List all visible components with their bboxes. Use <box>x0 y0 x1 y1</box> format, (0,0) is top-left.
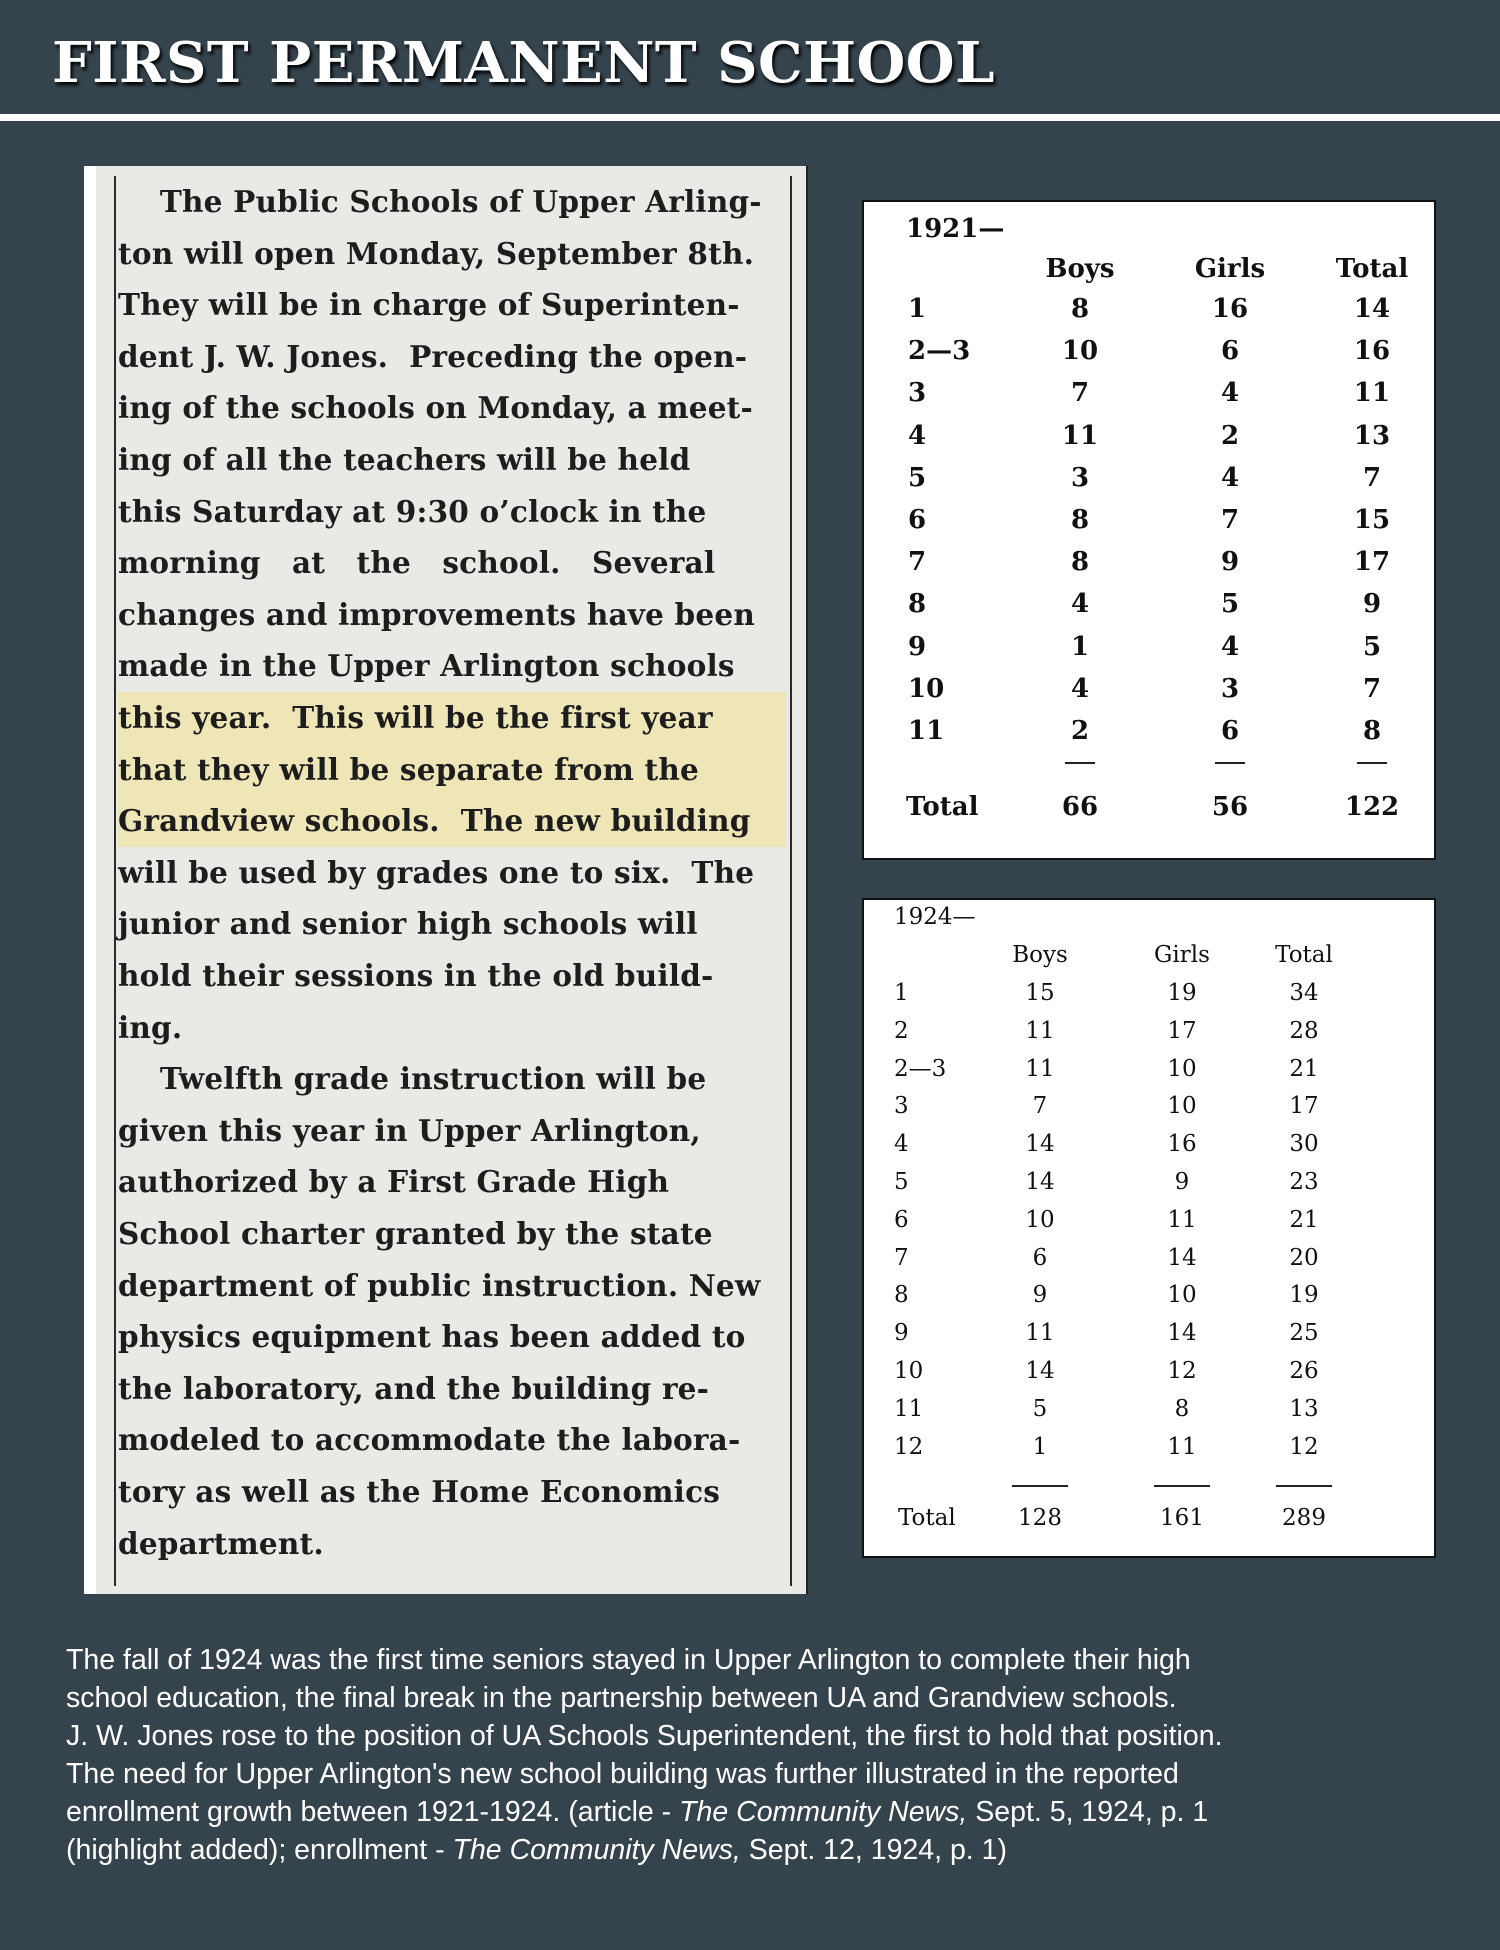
count-cell: 1 <box>1032 1433 1048 1460</box>
count-cell: 21 <box>1289 1055 1319 1082</box>
count-cell: 11 <box>1025 1320 1055 1347</box>
sum-rule <box>1276 1485 1332 1487</box>
grade-cell: 7 <box>894 1244 909 1271</box>
total-cell: 128 <box>1018 1505 1062 1532</box>
caption-line <box>66 1793 1446 1831</box>
total-cell: 56 <box>1211 792 1249 823</box>
count-cell: 17 <box>1289 1093 1319 1120</box>
column-header: Boys <box>1045 254 1115 284</box>
article-line: junior and senior high schools will <box>118 906 698 942</box>
count-cell: 12 <box>1167 1358 1197 1384</box>
grade-cell: 10 <box>908 673 945 704</box>
count-cell: 15 <box>1025 980 1055 1006</box>
count-cell: 21 <box>1289 1206 1319 1233</box>
count-cell: 4 <box>1070 673 1090 704</box>
count-cell: 6 <box>1220 716 1240 746</box>
article-line: morning at the school. Several <box>118 545 716 581</box>
column-rule-right <box>790 176 792 1586</box>
count-cell: 10 <box>1167 1282 1197 1309</box>
caption-line: J. W. Jones rose to the position of UA Schools Superintendent, the first to hold that position. <box>66 1720 1223 1752</box>
count-cell: 4 <box>1220 462 1240 493</box>
count-cell: 10 <box>1025 1206 1055 1233</box>
column-header: Total <box>1335 254 1409 284</box>
caption-line: The fall of 1924 was the first time seniors stayed in Upper Arlington to complete their high <box>66 1644 1191 1676</box>
year-label: 1924— <box>894 904 976 930</box>
count-cell: 11 <box>1353 378 1391 409</box>
grade-cell: 2—3 <box>908 336 971 367</box>
count-cell: 4 <box>1070 589 1090 620</box>
count-cell: 23 <box>1289 1169 1319 1195</box>
grade-cell: 8 <box>894 1282 909 1309</box>
count-cell: 6 <box>1220 336 1240 367</box>
column-header: Girls <box>1154 942 1210 968</box>
title-divider <box>0 114 1500 121</box>
count-cell: 15 <box>1353 505 1391 535</box>
article-line: department of public instruction. New <box>118 1267 761 1303</box>
sum-rule <box>1357 762 1387 764</box>
article-line: ton will open Monday, September 8th. <box>118 235 755 271</box>
count-cell: 7 <box>1032 1093 1048 1120</box>
grade-cell: 3 <box>908 378 927 409</box>
article-line: ing. <box>118 1009 183 1045</box>
count-cell: 7 <box>1362 673 1382 704</box>
article-line: They will be in charge of Superinten- <box>118 287 740 323</box>
page-title: FIRST PERMANENT SCHOOL <box>52 30 995 96</box>
grade-cell: 1 <box>894 980 909 1006</box>
grade-cell: 12 <box>894 1433 924 1460</box>
column-header: Total <box>1275 942 1333 968</box>
grade-cell: 11 <box>908 716 945 746</box>
grade-cell: 8 <box>908 589 927 620</box>
caption-line: The need for Upper Arlington's new school building was further illustrated in the reported <box>66 1758 1179 1790</box>
grade-cell: 6 <box>908 505 927 535</box>
source-title: The Community News, <box>679 1796 968 1828</box>
grade-cell: 9 <box>894 1320 909 1347</box>
article-line: changes and improvements have been <box>118 596 755 632</box>
grade-cell: 6 <box>894 1206 909 1233</box>
grade-cell: 5 <box>894 1169 909 1195</box>
count-cell: 16 <box>1167 1131 1197 1158</box>
caption-text: (highlight added); enrollment - <box>66 1834 453 1866</box>
count-cell: 26 <box>1289 1358 1319 1384</box>
count-cell: 3 <box>1220 673 1240 704</box>
count-cell: 1 <box>1070 631 1090 662</box>
count-cell: 17 <box>1353 547 1391 578</box>
total-cell: 289 <box>1282 1505 1326 1532</box>
article-line: tory as well as the Home Economics <box>118 1474 721 1509</box>
newspaper-clipping <box>84 166 808 1594</box>
count-cell: 10 <box>1061 336 1099 367</box>
column-header: Boys <box>1012 942 1068 968</box>
count-cell: 9 <box>1220 547 1240 578</box>
column-header: Girls <box>1194 254 1266 284</box>
article-line: The Public Schools of Upper Arling- <box>118 184 762 219</box>
grade-cell: 9 <box>908 631 927 662</box>
count-cell: 6 <box>1032 1244 1048 1271</box>
count-cell: 16 <box>1211 294 1249 324</box>
count-cell: 28 <box>1289 1017 1319 1044</box>
article-line: that they will be separate from the <box>118 744 786 796</box>
article-line: made in the Upper Arlington schools <box>118 648 735 684</box>
count-cell: 5 <box>1220 589 1240 620</box>
count-cell: 17 <box>1167 1017 1197 1044</box>
column-rule-left <box>114 176 116 1586</box>
count-cell: 11 <box>1167 1433 1197 1460</box>
count-cell: 8 <box>1174 1395 1190 1422</box>
article-line: hold their sessions in the old build- <box>118 958 714 993</box>
grade-cell: 1 <box>908 294 927 324</box>
count-cell: 19 <box>1289 1282 1319 1309</box>
count-cell: 11 <box>1025 1055 1055 1082</box>
count-cell: 19 <box>1167 980 1197 1006</box>
count-cell: 11 <box>1025 1017 1055 1044</box>
article-line: authorized by a First Grade High <box>118 1164 670 1200</box>
grade-cell: 5 <box>908 462 927 493</box>
article-line: ing of the schools on Monday, a meet- <box>118 390 753 426</box>
grade-cell: 4 <box>908 420 927 451</box>
count-cell: 9 <box>1032 1282 1048 1309</box>
count-cell: 34 <box>1289 980 1319 1006</box>
year-label: 1921— <box>906 214 1005 244</box>
article-line: modeled to accommodate the labora- <box>118 1422 741 1458</box>
total-cell: 122 <box>1344 792 1400 823</box>
sum-rule <box>1012 1485 1068 1487</box>
count-cell: 7 <box>1220 505 1240 535</box>
grade-cell: 11 <box>894 1395 924 1422</box>
caption-text: enrollment growth between 1921-1924. (article - <box>66 1796 680 1828</box>
article-line: department. <box>118 1525 324 1561</box>
count-cell: 13 <box>1289 1395 1319 1422</box>
count-cell: 30 <box>1289 1131 1319 1158</box>
caption-text: Sept. 12, 1924, p. 1) <box>740 1834 1007 1866</box>
count-cell: 14 <box>1167 1320 1197 1347</box>
article-line: ing of all the teachers will be held <box>118 442 691 477</box>
caption-text: Sept. 5, 1924, p. 1 <box>967 1796 1209 1828</box>
sum-rule <box>1065 762 1095 764</box>
article-line: School charter granted by the state <box>118 1216 713 1251</box>
count-cell: 14 <box>1025 1358 1055 1384</box>
article-line: dent J. W. Jones. Preceding the open- <box>118 338 748 374</box>
count-cell: 14 <box>1353 294 1391 324</box>
count-cell: 10 <box>1167 1093 1197 1120</box>
article-line: will be used by grades one to six. The <box>118 854 755 890</box>
enrollment-table-1921 <box>862 200 1436 860</box>
total-cell: 161 <box>1160 1505 1204 1532</box>
grade-cell: 3 <box>894 1093 909 1120</box>
count-cell: 2 <box>1220 420 1240 451</box>
grade-cell: 10 <box>894 1358 924 1384</box>
count-cell: 14 <box>1025 1131 1055 1158</box>
count-cell: 3 <box>1070 462 1090 493</box>
enrollment-table-1924 <box>862 898 1436 1558</box>
caption-line: school education, the final break in the partnership between UA and Grandview schools. <box>66 1682 1177 1714</box>
article-line: this year. This will be the first year <box>118 692 786 744</box>
grade-cell: 2 <box>894 1017 909 1044</box>
caption <box>66 1641 1446 1869</box>
total-cell: 66 <box>1061 792 1099 823</box>
source-title: The Community News, <box>452 1834 741 1866</box>
count-cell: 4 <box>1220 378 1240 409</box>
caption-line <box>66 1831 1446 1869</box>
sum-rule <box>1215 762 1245 764</box>
count-cell: 9 <box>1362 589 1382 620</box>
count-cell: 10 <box>1167 1055 1197 1082</box>
article-line: given this year in Upper Arlington, <box>118 1112 701 1148</box>
count-cell: 2 <box>1070 716 1090 746</box>
count-cell: 25 <box>1289 1320 1319 1347</box>
count-cell: 8 <box>1070 294 1090 324</box>
count-cell: 20 <box>1289 1244 1319 1271</box>
grade-cell: 4 <box>894 1131 909 1158</box>
count-cell: 8 <box>1070 547 1090 578</box>
article-line: the laboratory, and the building re- <box>118 1370 710 1406</box>
count-cell: 9 <box>1174 1169 1190 1195</box>
count-cell: 16 <box>1353 336 1391 367</box>
count-cell: 8 <box>1362 716 1382 746</box>
total-label: Total <box>906 792 979 823</box>
count-cell: 13 <box>1353 420 1391 451</box>
total-label: Total <box>898 1505 956 1532</box>
article-line: Grandview schools. The new building <box>118 795 786 847</box>
count-cell: 5 <box>1362 631 1382 662</box>
article-line: this Saturday at 9:30 o’clock in the <box>118 493 707 529</box>
count-cell: 12 <box>1289 1433 1319 1460</box>
count-cell: 14 <box>1167 1244 1197 1271</box>
count-cell: 11 <box>1061 420 1099 451</box>
grade-cell: 2—3 <box>894 1055 947 1082</box>
count-cell: 7 <box>1362 462 1382 493</box>
grade-cell: 7 <box>908 547 927 578</box>
article-line: Twelfth grade instruction will be <box>118 1061 707 1097</box>
count-cell: 4 <box>1220 631 1240 662</box>
count-cell: 8 <box>1070 505 1090 535</box>
count-cell: 11 <box>1167 1206 1197 1233</box>
sum-rule <box>1154 1485 1210 1487</box>
count-cell: 5 <box>1032 1395 1048 1422</box>
count-cell: 14 <box>1025 1169 1055 1195</box>
count-cell: 7 <box>1070 378 1090 409</box>
article-line: physics equipment has been added to <box>118 1319 746 1355</box>
